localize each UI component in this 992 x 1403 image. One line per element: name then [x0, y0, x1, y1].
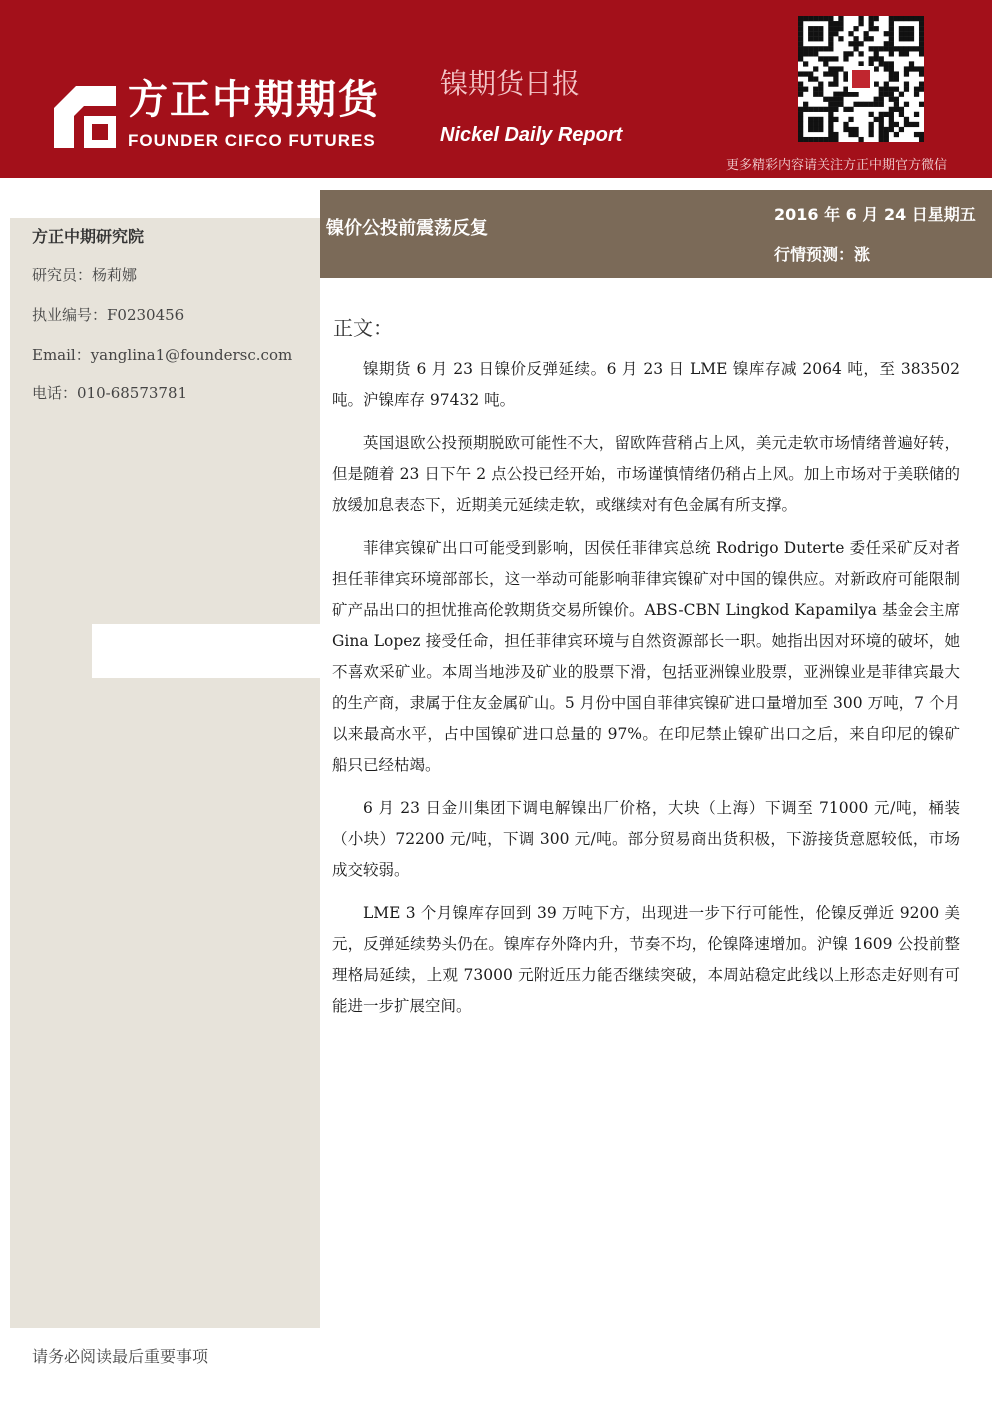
logo-name-cn: 方正中期期货	[128, 77, 380, 123]
body-paragraph: 6 月 23 日金川集团下调电解镍出厂价格，大块（上海）下调至 71000 元/吨，桶装（小块）72200 元/吨，下调 300 元/吨。部分贸易商出货积极，下游接货意愿较低，市场成交较弱。	[332, 799, 960, 879]
research-institute-name: 方正中期研究院	[32, 227, 145, 246]
disclaimer-note: 请务必阅读最后重要事项	[32, 1347, 209, 1366]
license-number: 执业编号：F0230456	[32, 306, 185, 324]
body-paragraph: 英国退欧公投预期脱欧可能性不大，留欧阵营稍占上风，美元走软市场情绪普遍好转，但是随着 23 日下午 2 点公投已经开始，市场谨慎情绪仍稍占上风。加上市场对于美联储的放缓加息表态下，近期美元延续走软，或继续对有色金属有所支撑。	[332, 434, 960, 514]
wechat-qr-code-icon	[798, 16, 924, 142]
body-paragraph: LME 3 个月镍库存回到 39 万吨下方，出现进一步下行可能性，伦镍反弹近 9200 美元，反弹延续势头仍在。镍库存外降内升，节奏不均，伦镍降速增加。沪镍 1609 公投前整理格局延续，上观 73000 元附近压力能否继续突破，本周站稳定此线以上形态走好则有可能进一步扩展空间。	[332, 904, 960, 1015]
report-title-cn: 镍期货日报	[440, 67, 581, 100]
logo-name-en: FOUNDER CIFCO FUTURES	[128, 131, 376, 150]
analyst-phone: 电话：010-68573781	[32, 384, 188, 402]
analyst-email: Email：yanglina1@foundersc.com	[32, 346, 293, 364]
analyst-name: 研究员：杨莉娜	[32, 266, 138, 284]
report-date: 2016 年 6 月 24 日星期五	[774, 205, 976, 224]
market-forecast: 行情预测：涨	[774, 245, 871, 264]
wechat-follow-note: 更多精彩内容请关注方正中期官方微信	[726, 158, 948, 173]
founder-logo-icon	[54, 86, 116, 148]
report-body	[332, 354, 960, 1034]
body-paragraph: 菲律宾镍矿出口可能受到影响，因侯任菲律宾总统 Rodrigo Duterte 委任采矿反对者担任菲律宾环境部部长，这一举动可能影响菲律宾镍矿对中国的镍供应。对新政府可能限制矿产品出口的担忧推高伦敦期货交易所镍价。ABS-CBN Lingkod Kapamilya 基金会主席 Gina Lopez 接受任命，担任菲律宾环境与自然资源部长一职。她指出因对环境的破坏，她不喜欢采矿业。本周当地涉及矿业的股票下滑，包括亚洲镍业股票，亚洲镍业是菲律宾最大的生产商，隶属于住友金属矿山。5 月份中国自菲律宾镍矿进口量增加至 300 万吨，7 个月以来最高水平，占中国镍矿进口总量的 97%。在印尼禁止镍矿出口之后，来自印尼的镍矿船只已经枯竭。	[332, 539, 960, 774]
body-heading: 正文：	[333, 316, 393, 340]
report-title-en: Nickel Daily Report	[440, 124, 623, 146]
report-header	[0, 0, 992, 178]
report-headline: 镍价公投前震荡反复	[326, 218, 488, 239]
sidebar-divider-block	[92, 624, 320, 678]
body-paragraph: 镍期货 6 月 23 日镍价反弹延续。6 月 23 日 LME 镍库存减 2064 吨，至 383502 吨。沪镍库存 97432 吨。	[332, 360, 960, 409]
